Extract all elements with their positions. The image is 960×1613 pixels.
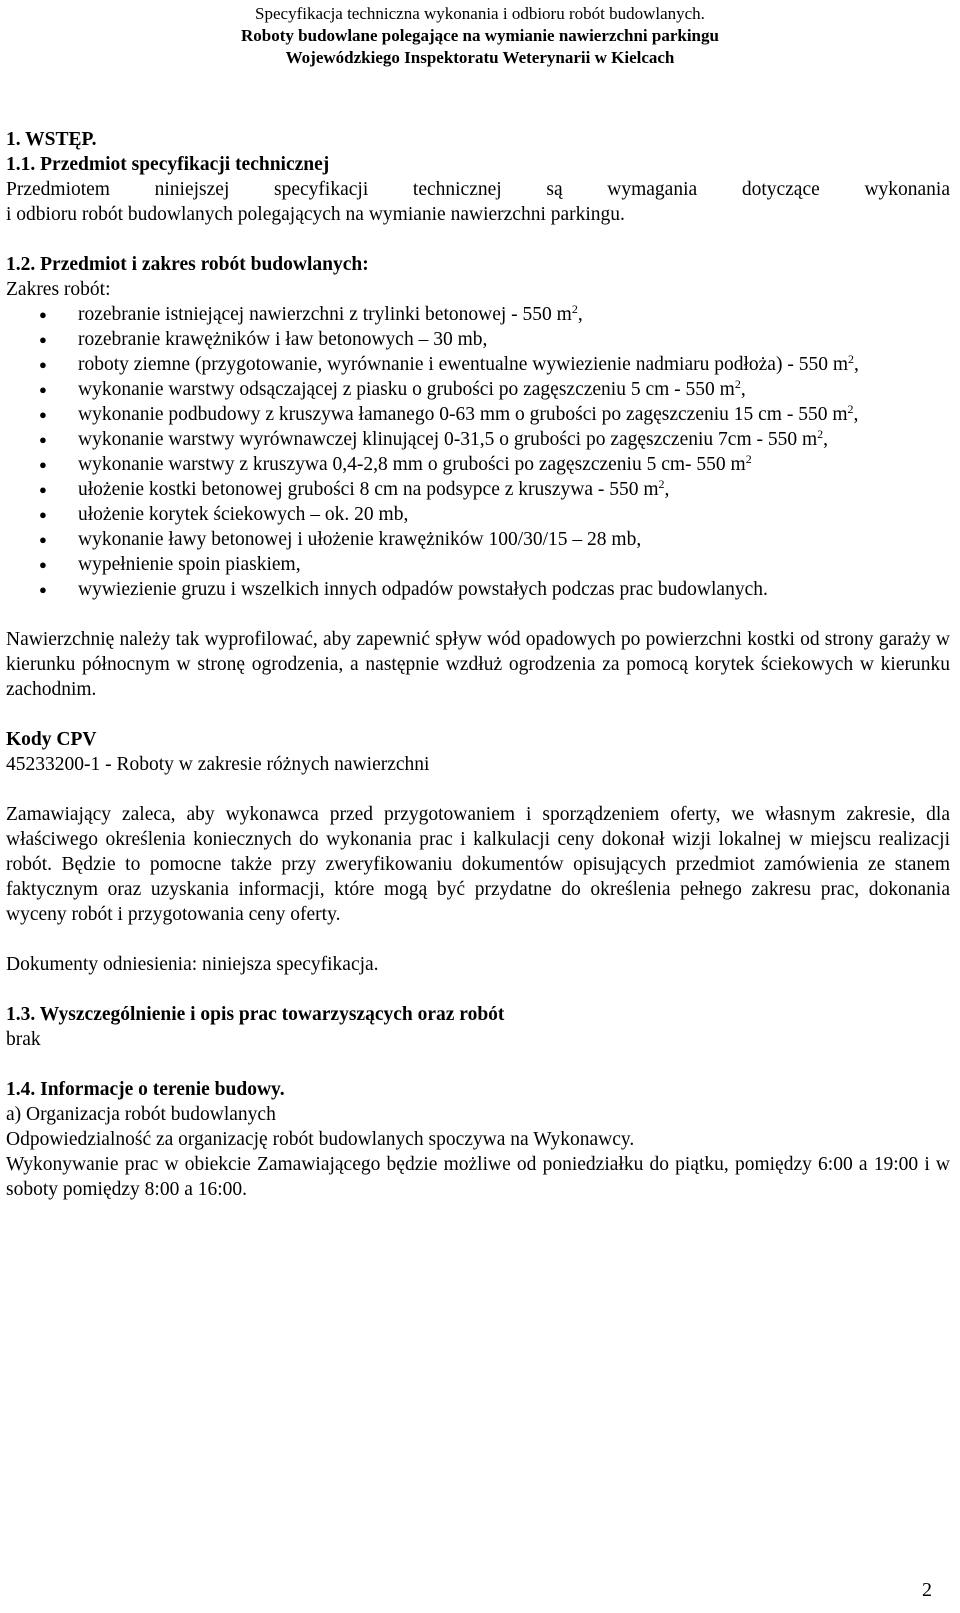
list-item: ● rozebranie istniejącej nawierzchni z trylinki betonowej - 550 $m^2$, (39, 302, 583, 325)
subsection-heading-1-1: 1.1. Przedmiot specyfikacji technicznej (6, 154, 330, 175)
document-header (0, 3, 960, 69)
subsection-heading-1-2: 1.2. Przedmiot i zakres robót budowlanych: (6, 254, 369, 275)
scope-label: Zakres robót: (6, 279, 111, 300)
subsection-heading-1-4: 1.4. Informacje o terenie budowy. (6, 1079, 285, 1100)
site-organization-heading: a) Organizacja robót budowlanych (6, 1104, 276, 1125)
header-subject: Roboty budowlane polegające na wymianie nawierzchni parkingu (241, 26, 719, 45)
list-item: ● wykonanie ławy betonowej i ułożenie krawężników 100/30/15 – 28 mb, (39, 529, 642, 550)
bullet-icon: ● (39, 457, 47, 472)
working-hours-paragraph: Wykonywanie prac w obiekcie Zamawiającego będzie możliwe od poniedziałku do piątku, pomiędzy 6:00 a 19:00 i w soboty pomiędzy 8:00 a 16:00. (6, 1154, 950, 1200)
bullet-icon: ● (39, 432, 47, 447)
list-item: ● wypełnienie spoin piaskiem, (39, 554, 301, 575)
cpv-heading: Kody CPV (6, 729, 97, 750)
list-item: ● wykonanie warstwy wyrównawczej klinującej 0-31,5 o grubości po zagęszczeniu 7cm - 550 $m^2$, (39, 427, 829, 450)
drainage-paragraph: Nawierzchnię należy tak wyprofilować, aby zapewnić spływ wód opadowych po powierzchni kostki od strony garaży w kierunku północnym w stronę ogrodzenia, a następnie wzdłuż ogrodzenia za pomocą korytek ściekowych w kierunku zachodnim. (6, 629, 950, 700)
header-title: Specyfikacja techniczna wykonania i odbioru robót budowlanych. (255, 4, 705, 23)
bullet-icon: ● (39, 307, 47, 322)
subject-line-2: i odbioru robót budowlanych polegających na wymianie nawierzchni parkingu. (6, 204, 625, 225)
bullet-icon: ● (39, 557, 47, 572)
bullet-icon: ● (39, 357, 47, 372)
reference-documents: Dokumenty odniesienia: niniejsza specyfikacja. (6, 954, 379, 975)
bullet-icon: ● (39, 507, 47, 522)
responsibility-line: Odpowiedzialność za organizację robót budowlanych spoczywa na Wykonawcy. (6, 1129, 635, 1150)
list-item: ● roboty ziemne (przygotowanie, wyrównanie i ewentualne wywiezienie nadmiaru podłoża) - 550 $m^2$, (39, 352, 859, 375)
site-inspection-paragraph: Zamawiający zaleca, aby wykonawca przed przygotowaniem i sporządzeniem oferty, we własnym zakresie, dla właściwego określenia koniecznych do wykonania prac i kalkulacji ceny dokonał wizji lokalnej w miejscu realizacji robót. Będzie to pomocne także przy zweryfikowaniu dokumentów opisujących przedmiot zamówienia ze stanem faktycznym oraz uzyskania informacji, które mogą być przydatne do określenia pełnego zakresu prac, dokonania wyceny robót i przygotowania ceny oferty. (6, 804, 950, 925)
bullet-icon: ● (39, 532, 47, 547)
bullet-icon: ● (39, 407, 47, 422)
header-institution: Wojewódzkiego Inspektoratu Weterynarii w Kielcach (285, 48, 675, 67)
list-item: ● rozebranie krawężników i ław betonowych – 30 mb, (39, 329, 488, 350)
bullet-icon: ● (39, 582, 47, 597)
cpv-code: 45233200-1 - Roboty w zakresie różnych nawierzchni (6, 754, 430, 775)
list-item: ● wykonanie warstwy z kruszywa 0,4-2,8 mm o grubości po zagęszczeniu 5 cm- 550 $m^2$ (39, 452, 752, 475)
list-item: ● wywiezienie gruzu i wszelkich innych odpadów powstałych podczas prac budowlanych. (39, 579, 768, 600)
bullet-icon: ● (39, 382, 47, 397)
subsection-heading-1-3: 1.3. Wyszczególnienie i opis prac towarzyszących oraz robót (6, 1004, 505, 1025)
document-body (6, 127, 950, 1202)
list-item: ● wykonanie warstwy odsączającej z piasku o grubości po zagęszczeniu 5 cm - 550 $m^2$, (39, 377, 746, 400)
bullet-icon: ● (39, 482, 47, 497)
scope-list (6, 302, 950, 602)
list-item: ● ułożenie kostki betonowej grubości 8 cm na podsypce z kruszywa - 550 $m^2$, (39, 477, 670, 500)
page-number: 2 (922, 1579, 932, 1601)
bullet-icon: ● (39, 332, 47, 347)
list-item: ● wykonanie podbudowy z kruszywa łamanego 0-63 mm o grubości po zagęszczeniu 15 cm - 550 $m^2$, (39, 402, 859, 425)
subsection-1-3-value: brak (6, 1029, 41, 1050)
subject-line-1: Przedmiotem niniejszej specyfikacji technicznej są wymagania dotyczące wykonania (6, 179, 950, 200)
section-heading-intro: 1. WSTĘP. (6, 129, 97, 150)
list-item: ● ułożenie korytek ściekowych – ok. 20 mb, (39, 504, 409, 525)
